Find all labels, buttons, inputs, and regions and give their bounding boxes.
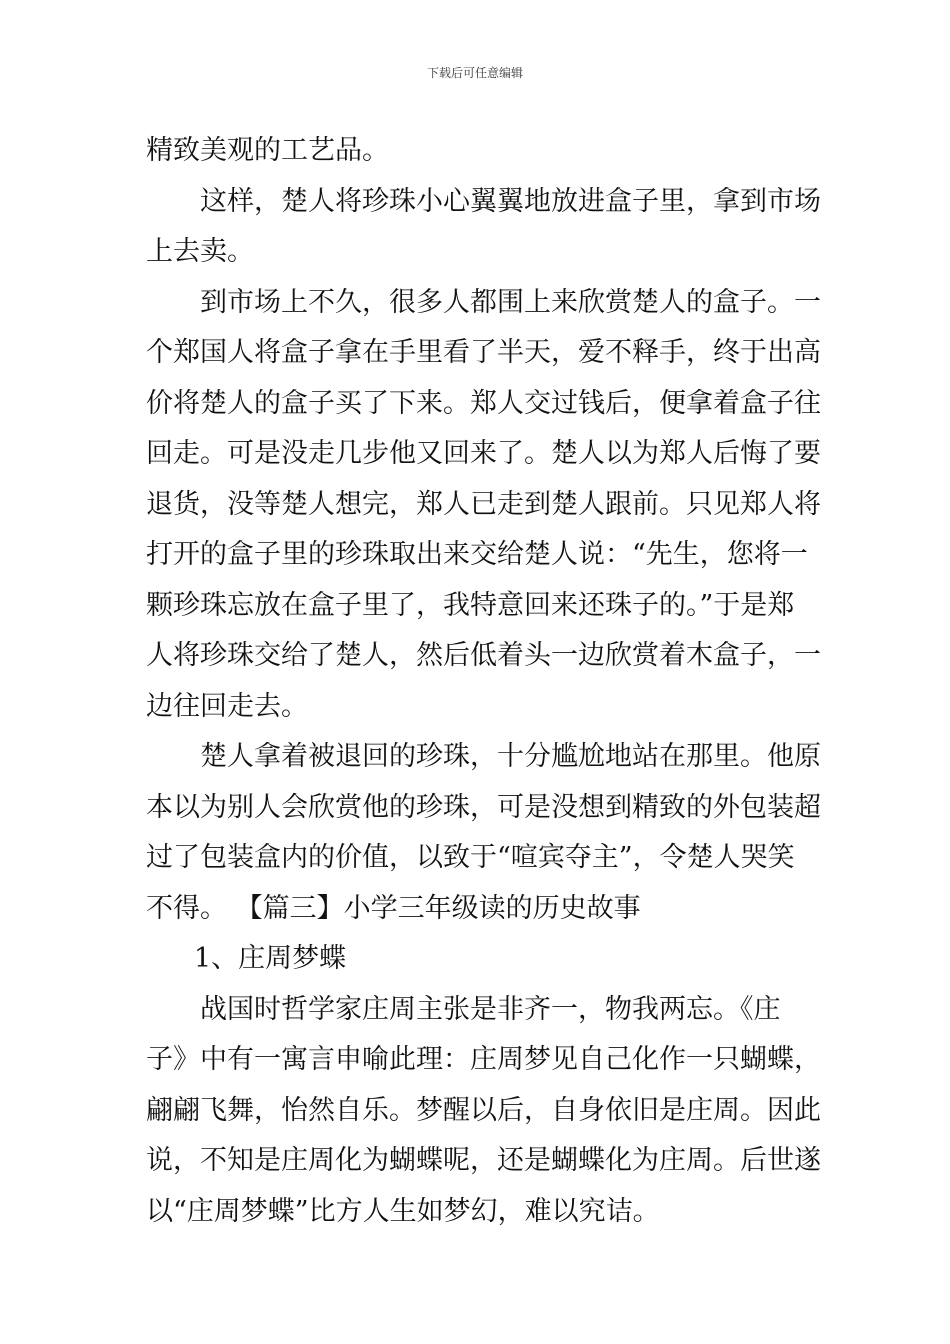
subsection-title: 1、庄周梦蝶 [194,943,347,974]
text-line: 子》中有一寓言申喻此理：庄周梦见自己化作一只蝴蝶， [146,1044,821,1075]
text-line: 颗珍珠忘放在盒子里了，我特意回来还珠子的。”于是郑 [146,589,795,621]
text-line: 上去卖。 [146,236,254,267]
paragraph-first-line: 这样，楚人将珍珠小心翼翼地放进盒子里，拿到市场 [200,185,821,217]
section-heading-line: 不得。 【篇三】小学三年级读的历史故事 [146,892,641,924]
text-line: 回走。可是没走几步他又回来了。楚人以为郑人后悔了要 [146,438,821,469]
text-line: 精致美观的工艺品。 [146,135,389,166]
text-line: 打开的盒子里的珍珠取出来交给楚人说：“先生，您将一 [146,539,808,570]
text-line: 以“庄周梦蝶”比方人生如梦幻，难以究诘。 [146,1195,660,1227]
text-line: 本以为别人会欣赏他的珍珠，可是没想到精致的外包装超 [146,791,821,823]
paragraph-first-line: 战国时哲学家庄周主张是非齐一，物我两忘。《庄 [200,993,781,1025]
text-line: 说，不知是庄周化为蝴蝶呢，还是蝴蝶化为庄周。后世遂 [146,1145,821,1176]
text-line: 翩翩飞舞，怡然自乐。梦醒以后，自身依旧是庄周。因此 [146,1094,821,1126]
text-line: 价将楚人的盒子买了下来。郑人交过钱后，便拿着盒子往 [146,387,821,419]
paragraph-first-line: 楚人拿着被退回的珍珠，十分尴尬地站在那里。他原 [200,741,821,772]
text-line: 边往回走去。 [146,690,308,722]
paragraph-first-line: 到市场上不久，很多人都围上来欣赏楚人的盒子。一 [200,286,821,318]
document-body [146,126,821,1237]
page-header-note: 下载后可任意编辑 [426,66,523,80]
text-line: 个郑国人将盒子拿在手里看了半天，爱不释手，终于出高 [146,337,821,368]
text-line: 退货，没等楚人想完，郑人已走到楚人跟前。只见郑人将 [146,488,821,520]
text-line: 人将珍珠交给了楚人，然后低着头一边欣赏着木盒子，一 [146,640,821,671]
text-line: 过了包装盒内的价值，以致于“喧宾夺主”，令楚人哭笑 [146,842,795,873]
